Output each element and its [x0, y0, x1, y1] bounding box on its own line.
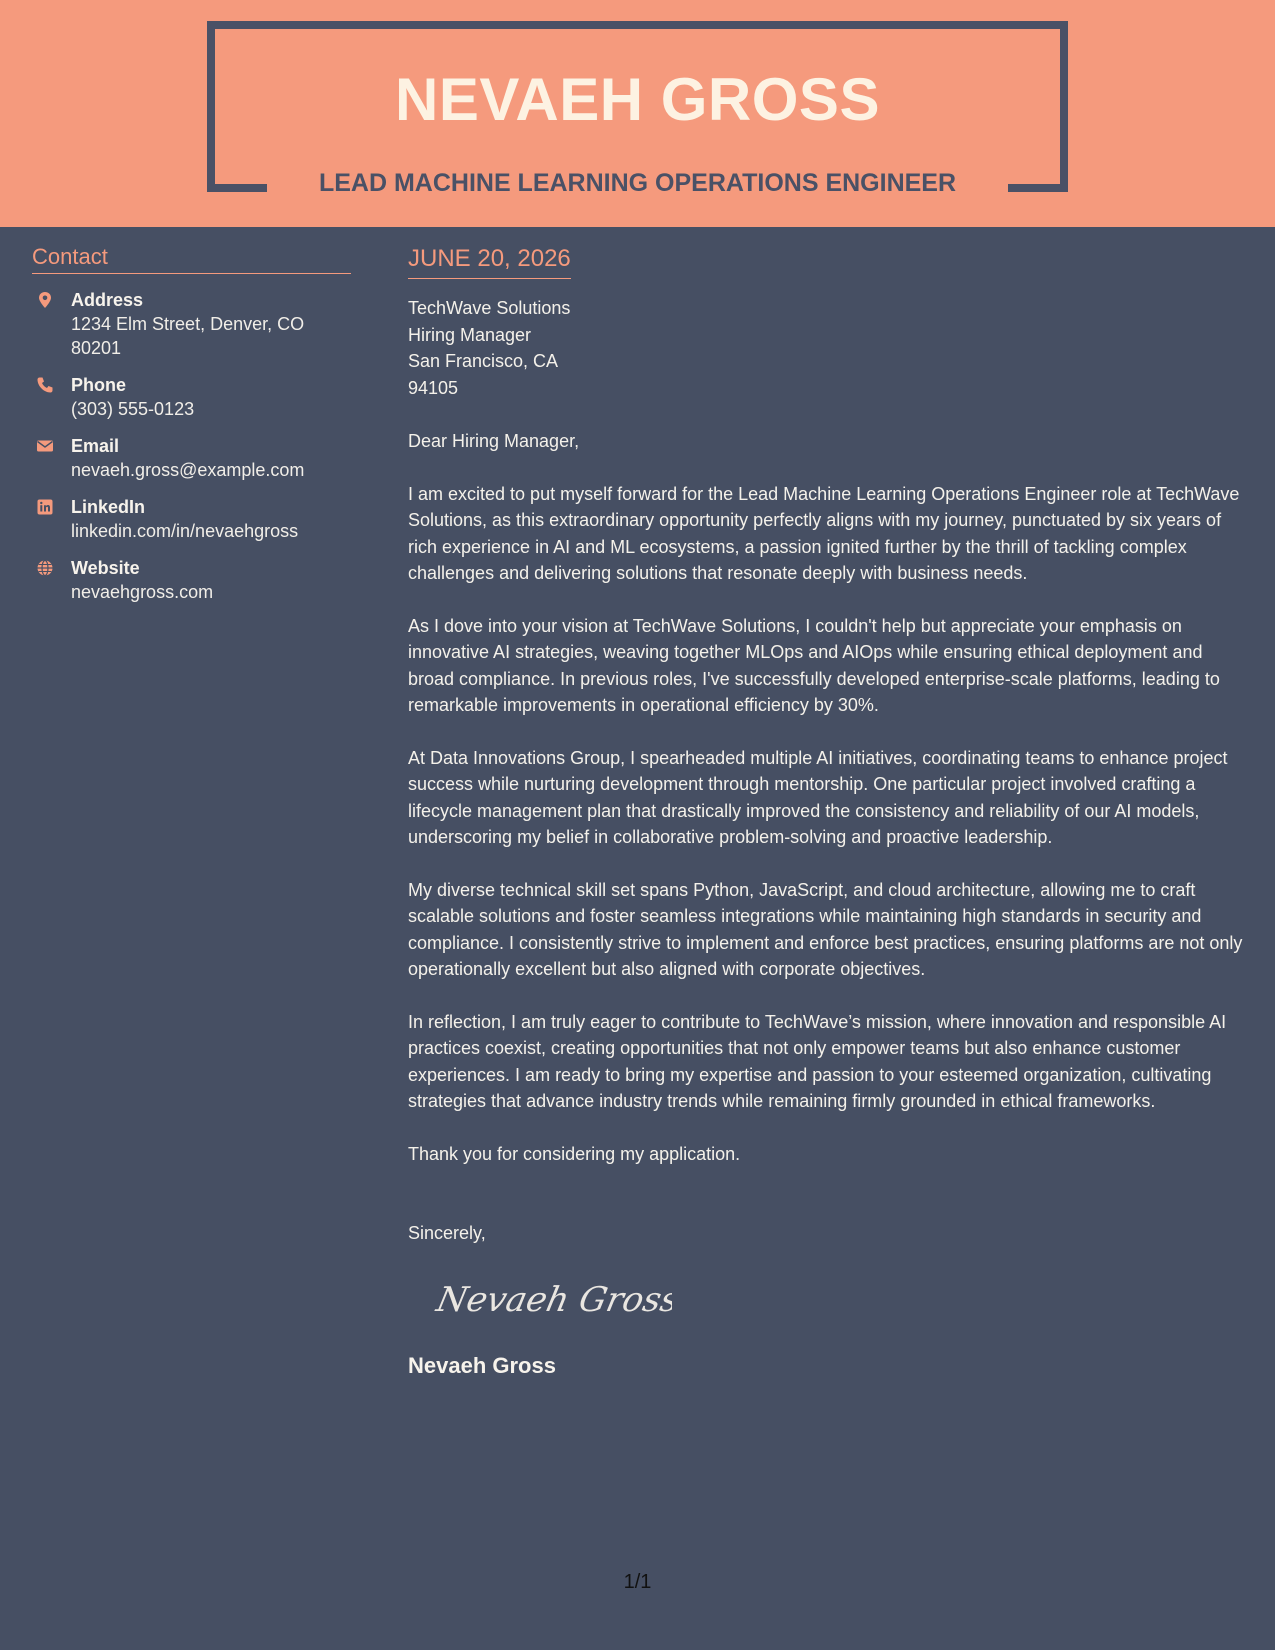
- contact-item-email: [32, 434, 351, 482]
- contact-list: [32, 288, 351, 604]
- phone-value: (303) 555-0123: [71, 399, 195, 419]
- contact-heading: Contact: [32, 243, 351, 274]
- recipient-title: Hiring Manager: [408, 324, 532, 345]
- email-value[interactable]: nevaeh.gross@example.com: [71, 460, 305, 480]
- handwritten-signature: [432, 1269, 672, 1329]
- contact-sidebar: [32, 243, 351, 617]
- paragraph-4: My diverse technical skill set spans Python, JavaScript, and cloud architecture, allowing me to craft scalable solutions and foster seamless integrations while maintaining high standards in security and compliance. I consistently strive to implement and enforce best practices, ensuring platforms are not only operationally excellent but also aligned with corporate objectives.: [408, 879, 1243, 979]
- page-number: 1/1: [623, 1571, 652, 1593]
- contact-item-website: [32, 556, 351, 604]
- contact-label: LinkedIn: [71, 497, 146, 517]
- envelope-icon: [36, 437, 54, 455]
- signer-name: Nevaeh Gross: [408, 1352, 556, 1378]
- paragraph-3: At Data Innovations Group, I spearheaded multiple AI initiatives, coordinating teams to enhance project success while nurturing development through mentorship. One particular project involved crafting a lifecycle management plan that drastically improved the consistency and reliability of our AI models, underscoring my belief in collaborative problem-solving and proactive leadership.: [408, 747, 1228, 847]
- globe-icon: [36, 559, 54, 577]
- paragraph-2: As I dove into your vision at TechWave Solutions, I couldn't help but appreciate your emphasis on innovative AI strategies, weaving together MLOps and AIOps while ensuring ethical deployment and broad compliance. In previous roles, I've successfully developed enterprise-scale platforms, leading to remarkable improvements in operational efficiency by 30%.: [408, 615, 1220, 715]
- contact-item-address: [32, 288, 351, 360]
- contact-item-phone: [32, 373, 351, 421]
- letter-date: JUNE 20, 2026: [408, 244, 571, 279]
- applicant-name: NEVAEH GROSS: [395, 66, 880, 133]
- sign-off: Sincerely,: [408, 1223, 486, 1243]
- recipient-zip: 94105: [408, 377, 459, 398]
- website-value[interactable]: nevaehgross.com: [71, 582, 214, 602]
- header-banner: [0, 0, 1275, 227]
- recipient-city: San Francisco, CA: [408, 351, 559, 371]
- contact-label: Email: [71, 436, 120, 456]
- svg-text:Nevaeh Gross: Nevaeh Gross: [433, 1279, 672, 1320]
- letter-body: [408, 244, 1253, 1380]
- contact-label: Website: [71, 558, 140, 578]
- linkedin-icon: [36, 498, 54, 516]
- phone-icon: [36, 376, 54, 394]
- salutation: Dear Hiring Manager,: [408, 431, 580, 451]
- linkedin-value[interactable]: linkedin.com/in/nevaehgross: [71, 521, 299, 541]
- recipient-block: [408, 295, 1253, 401]
- frame-top-border: [207, 21, 1068, 29]
- recipient-company: TechWave Solutions: [408, 298, 571, 318]
- closing-thanks: Thank you for considering my application.: [408, 1143, 741, 1164]
- paragraph-5: In reflection, I am truly eager to contribute to TechWave’s mission, where innovation and responsible AI practices coexist, creating opportunities that not only empower teams but also enhance customer experiences. I am ready to bring my expertise and passion to your esteemed organization, cultivating strategies that advance industry trends while remaining firmly grounded in ethical frameworks.: [408, 1011, 1227, 1111]
- map-pin-icon: [36, 291, 54, 309]
- job-title: LEAD MACHINE LEARNING OPERATIONS ENGINEER: [318, 169, 957, 197]
- contact-item-linkedin: [32, 495, 351, 543]
- contact-label: Address: [71, 290, 144, 310]
- contact-label: Phone: [71, 375, 127, 395]
- paragraph-1: I am excited to put myself forward for the Lead Machine Learning Operations Engineer role at TechWave Solutions, as this extraordinary opportunity perfectly aligns with my journey, punctuated by six years of rich experience in AI and ML ecosystems, a passion ignited further by the thrill of tackling complex challenges and delivering solutions that resonate deeply with business needs.: [408, 483, 1240, 583]
- address-value: 1234 Elm Street, Denver, CO 80201: [71, 314, 305, 358]
